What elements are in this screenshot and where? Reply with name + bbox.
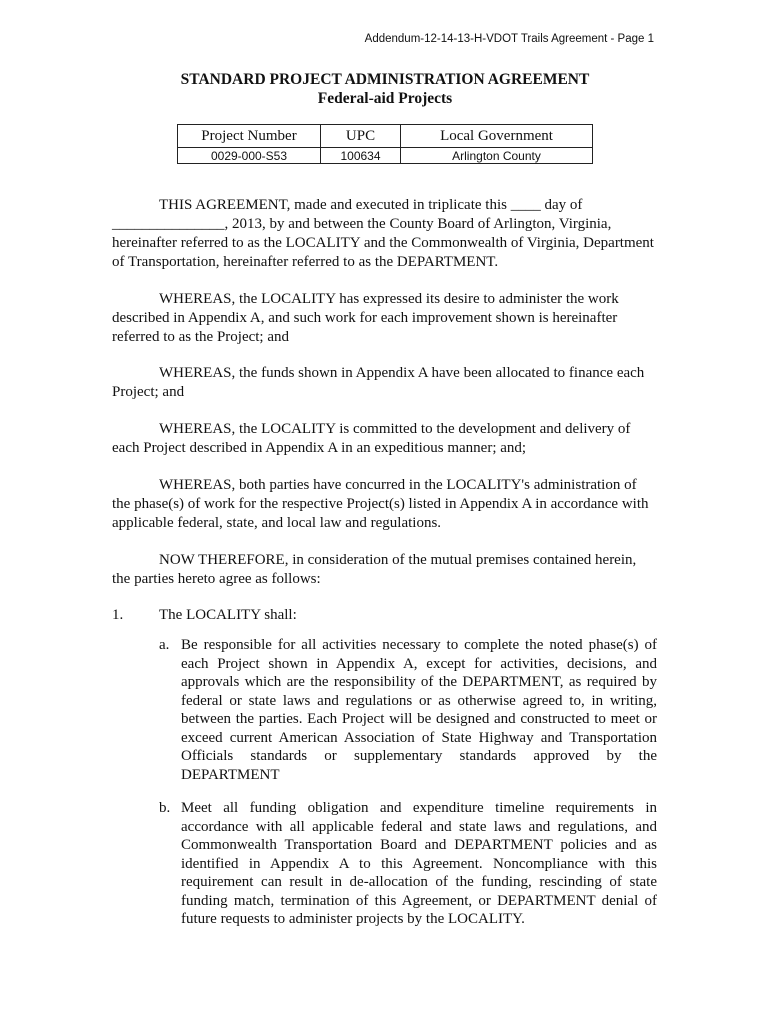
section-1-heading <box>112 606 657 625</box>
agreement-intro-paragraph: THIS AGREEMENT, made and executed in triplicate this ____ day of _______________, 2013, by and between the County Board of Arlington, Virginia, hereinafter referred to as the LOCALITY and the Commonwealth of Virginia, Department of Transportation, hereinafter referred to as the DEPARTMENT. <box>112 197 654 270</box>
section-1-number: 1. <box>112 607 124 623</box>
header-local-government: Local Government <box>401 125 593 148</box>
whereas-paragraph-1: WHEREAS, the LOCALITY has expressed its desire to administer the work described in Appendix A, and such work for each improvement shown is hereinafter referred to as the Project; and <box>112 291 619 345</box>
sub-item-a-letter: a. <box>159 637 170 653</box>
sub-item-a-text: Be responsible for all activities necessary to complete the noted phase(s) of each Project shown in Appendix A, except for activities, decisions, and approvals which are the responsibility of the DEPARTMENT, as required by federal or state laws and regulations or as otherwise agreed to, in writing, between the parties. Each Project will be designed and constructed to meet or exceed current American Association of State Highway and Transportation Officials standards or supplementary standards approved by the DEPARTMENT <box>181 637 657 783</box>
title-line-1: STANDARD PROJECT ADMINISTRATION AGREEMENT <box>180 71 590 88</box>
document-title <box>0 70 770 108</box>
table-row <box>178 148 593 164</box>
value-project-number: 0029-000-S53 <box>178 148 321 164</box>
sub-item-b-letter: b. <box>159 800 171 816</box>
sub-item-b-text: Meet all funding obligation and expenditure timeline requirements in accordance with all applicable federal and state laws and regulations, and Commonwealth Transportation Board and DEPARTMENT policies and as identified in Appendix A to this Agreement. Noncompliance with this requirement can result in de-allocation of the funding, rescinding of state funding match, termination of this Agreement, or DEPARTMENT denial of future requests to administer projects by the LOCALITY. <box>181 800 657 927</box>
title-line-2: Federal-aid Projects <box>317 90 453 107</box>
list-item <box>159 799 657 929</box>
page-header-note: Addendum-12-14-13-H-VDOT Trails Agreement - Page 1 <box>364 33 654 45</box>
list-item <box>159 636 657 784</box>
table-header-row <box>178 125 593 148</box>
whereas-paragraph-2: WHEREAS, the funds shown in Appendix A have been allocated to finance each Project; and <box>112 365 645 400</box>
whereas-paragraph-4: WHEREAS, both parties have concurred in the LOCALITY's administration of the phase(s) of work for the respective Project(s) listed in Appendix A in accordance with applicable federal, state, and local law and regulations. <box>112 477 649 531</box>
header-project-number: Project Number <box>178 125 321 148</box>
header-upc: UPC <box>321 125 401 148</box>
section-1-text: The LOCALITY shall: <box>159 607 297 623</box>
value-local-government: Arlington County <box>401 148 593 164</box>
value-upc: 100634 <box>321 148 401 164</box>
project-info-table <box>177 124 593 164</box>
whereas-paragraph-3: WHEREAS, the LOCALITY is committed to the development and delivery of each Project described in Appendix A in an expeditious manner; and; <box>112 421 631 456</box>
now-therefore-paragraph: NOW THEREFORE, in consideration of the mutual premises contained herein, the parties hereto agree as follows: <box>112 552 637 587</box>
